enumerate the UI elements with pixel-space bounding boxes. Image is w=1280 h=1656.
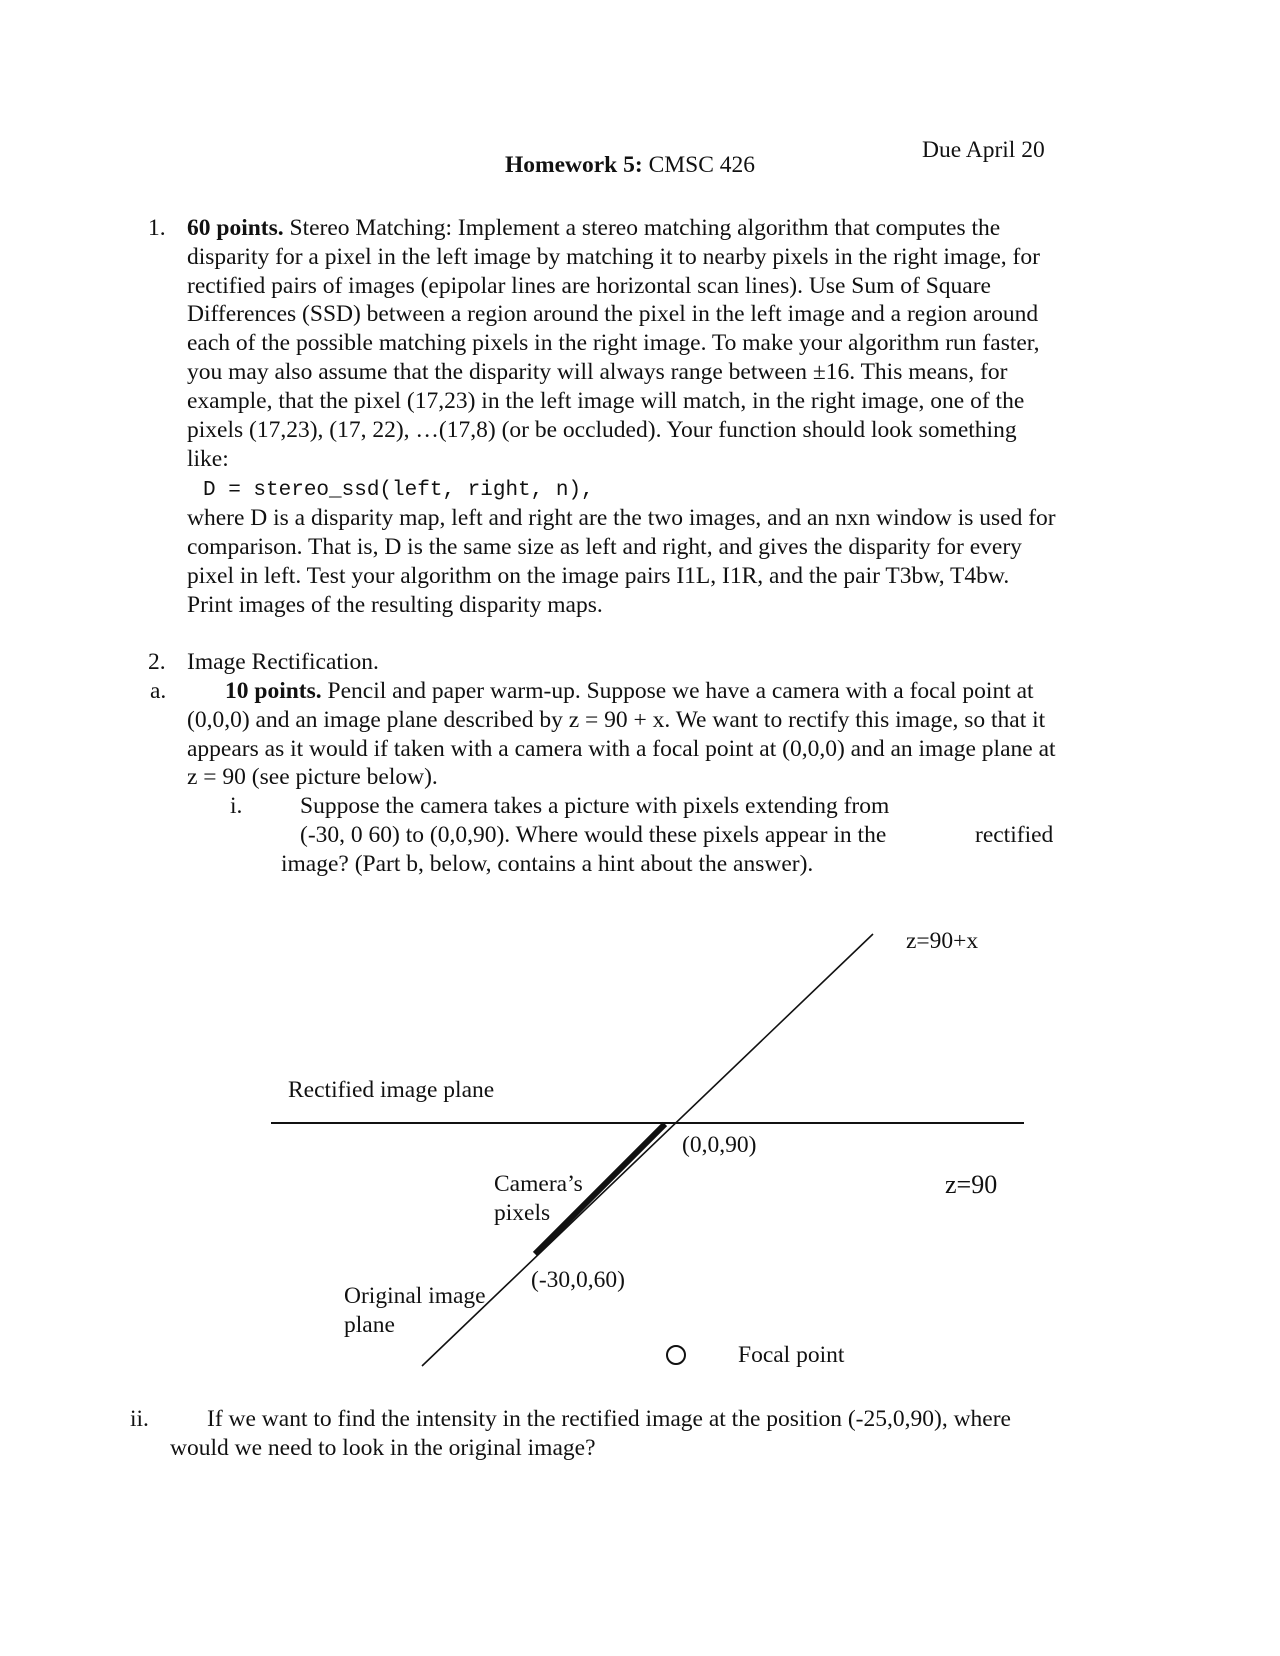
q1-line2-0: where D is a disparity map, left and right are the two images, and an nxn window is used for	[187, 505, 1056, 531]
q1-line-8: like:	[187, 446, 229, 472]
q2-title: Image Rectification.	[187, 649, 379, 675]
q1-line-5: you may also assume that the disparity will always range between ±16. This means, for	[187, 359, 1008, 385]
q2a-i-line-2: (-30, 0 60) to (0,0,90). Where would these pixels appear in the	[300, 822, 887, 848]
q1-line-2: rectified pairs of images (epipolar lines are horizontal scan lines). Use Sum of Square	[187, 273, 991, 299]
title-bold: Homework 5:	[505, 152, 643, 178]
q1-line-7: pixels (17,23), (17, 22), …(17,8) (or be occluded). Your function should look something	[187, 417, 1017, 443]
label-z90: z=90	[945, 1170, 998, 1199]
q2a-ii-label: ii.	[130, 1406, 149, 1432]
label-original-plane-line1: Original image	[344, 1283, 486, 1309]
q2a-line-1: (0,0,0) and an image plane described by z = 90 + x. We want to rectify this image, so that it	[187, 707, 1046, 733]
title-rest: CMSC 426	[642, 152, 756, 178]
q2a-line-2: appears as it would if taken with a camera with a focal point at (0,0,0) and an image plane at	[187, 736, 1056, 762]
q1-line2-2: pixel in left. Test your algorithm on the image pairs I1L, I1R, and the pair T3bw, T4bw.	[187, 563, 1010, 589]
q1-points: 60 points.	[187, 215, 284, 241]
label-original-plane-line2: plane	[344, 1312, 395, 1338]
original-plane-line	[422, 934, 873, 1366]
q1-line-6: example, that the pixel (17,23) in the left image will match, in the right image, one of the	[187, 388, 1025, 414]
q2a-line-3: z = 90 (see picture below).	[187, 764, 438, 790]
q2a-i-label: i.	[230, 793, 243, 819]
q1-code: D = stereo_ssd(left, right, n),	[203, 479, 594, 502]
q2a-ii-line-1: If we want to find the intensity in the rectified image at the position (-25,0,90), where	[207, 1406, 1011, 1432]
q2a-line-0-text: Pencil and paper warm-up. Suppose we have a camera with a focal point at	[321, 678, 1034, 704]
q1-number: 1.	[148, 215, 166, 241]
label-origin-point: (0,0,90)	[682, 1132, 757, 1158]
q2a-i-line-1: Suppose the camera takes a picture with pixels extending from	[300, 793, 890, 819]
label-rectified-plane: Rectified image plane	[288, 1077, 495, 1103]
label-endpoint: (-30,0,60)	[531, 1267, 625, 1293]
q2-number: 2.	[148, 649, 166, 675]
q2a-ii-line-2: would we need to look in the original image?	[170, 1435, 596, 1461]
q2a-i-line-3: image? (Part b, below, contains a hint about the answer).	[281, 851, 814, 877]
q2a-label: a.	[150, 678, 167, 704]
label-focal-point: Focal point	[738, 1342, 845, 1368]
focal-point-marker	[667, 1346, 685, 1364]
due-date: Due April 20	[922, 137, 1045, 163]
q2a-i-line-2-tail: rectified	[975, 822, 1054, 848]
q1-line2-3: Print images of the resulting disparity maps.	[187, 592, 603, 618]
q1-line-0-text: Stereo Matching: Implement a stereo matching algorithm that computes the	[283, 215, 1001, 241]
q1-line-1: disparity for a pixel in the left image by matching it to nearby pixels in the right image, for	[187, 244, 1040, 270]
q1-line-4: each of the possible matching pixels in the right image. To make your algorithm run faster,	[187, 330, 1040, 356]
label-camera-pixels-line1: Camera’s	[494, 1171, 583, 1197]
q1-line-3: Differences (SSD) between a region around the pixel in the left image and a region around	[187, 301, 1039, 327]
q1-line2-1: comparison. That is, D is the same size as left and right, and gives the disparity for every	[187, 534, 1022, 560]
q2a-points: 10 points.	[225, 678, 322, 704]
label-tilted-plane: z=90+x	[906, 928, 979, 954]
label-camera-pixels-line2: pixels	[494, 1200, 551, 1226]
